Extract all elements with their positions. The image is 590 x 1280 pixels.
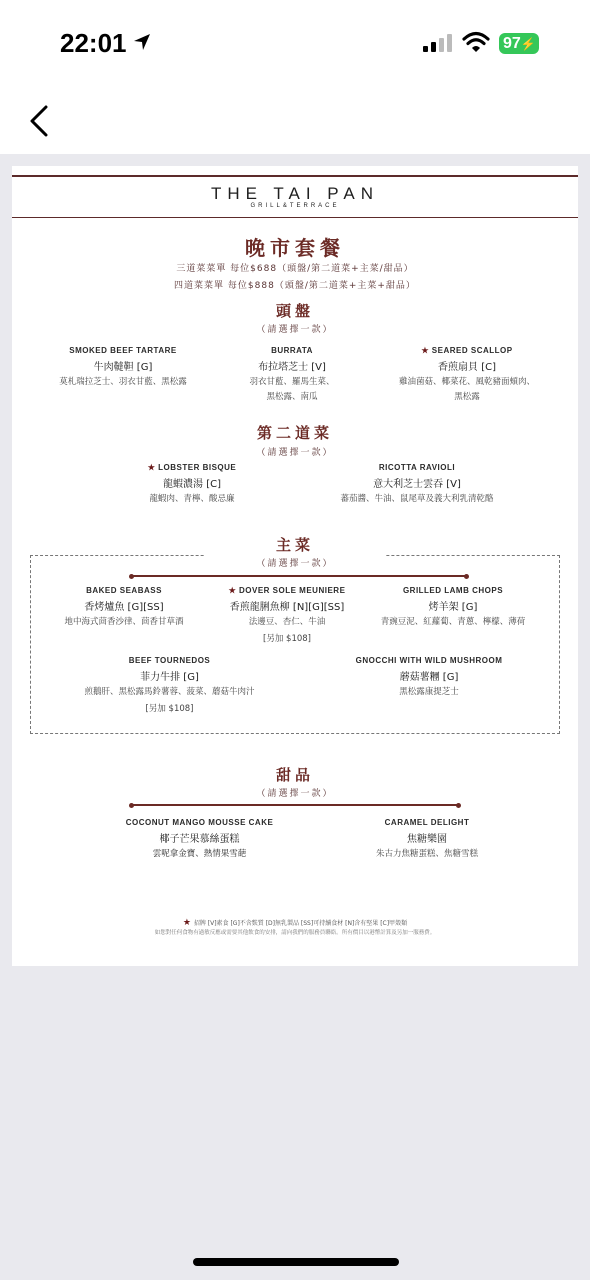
item-desc: 煎鵝肝、黑松露馬鈴薯蓉、菠菜、蘑菇牛肉汁 <box>84 687 255 697</box>
item-desc: 龍蝦肉、青檸、酸忌廉 <box>149 494 235 504</box>
item-supplement: [另加 $108] <box>263 634 311 644</box>
menu-item-main <box>72 656 267 717</box>
header-rule <box>12 217 578 218</box>
item-cn-name: 菲力牛排 [G] <box>140 672 199 683</box>
item-desc: 青豌豆泥、紅蘿蔔、青蔥、檸檬、薄荷 <box>380 617 526 627</box>
menu-item-second <box>322 463 512 507</box>
menu-item-second <box>112 463 272 507</box>
menu-item-main <box>368 586 538 630</box>
item-desc: 黑松露 <box>454 392 480 402</box>
item-cn-name: 龍蝦濃湯 [C] <box>163 479 221 490</box>
top-rule <box>12 175 578 177</box>
star-icon: ★ <box>147 463 159 472</box>
item-cn-name: 香烤爐魚 [G][SS] <box>84 602 164 613</box>
item-desc: 莫札瑞拉芝士、羽衣甘藍、黑松露 <box>59 377 187 387</box>
item-desc: 朱古力焦糖蛋糕、焦糖雪糕 <box>375 849 478 859</box>
back-chevron-icon[interactable] <box>28 104 50 138</box>
item-desc: 黑松露、南瓜 <box>266 392 318 402</box>
item-en-name: BURRATA <box>271 346 313 355</box>
choose-note: （請選擇一款） <box>256 559 334 569</box>
menu-item-dessert <box>352 818 502 862</box>
item-desc: 地中海式茴香沙律、茴香甘草酒 <box>64 617 184 627</box>
star-icon: ★ <box>421 346 432 355</box>
star-icon: ★ <box>182 918 194 928</box>
mains-divider <box>132 575 466 577</box>
item-supplement: [另加 $108] <box>145 704 194 714</box>
item-en-name: SEARED SCALLOP <box>431 346 513 355</box>
item-desc: 蕃茄醬、牛油、鼠尾草及義大利乳清乾酪 <box>340 494 494 504</box>
choose-note: （請選擇一款） <box>256 448 334 458</box>
menu-item-starter <box>218 346 366 405</box>
item-en-name: BAKED SEABASS <box>86 586 162 595</box>
menu-item-starter <box>382 346 552 405</box>
item-en-name: DOVER SOLE MEUNIERE <box>239 586 346 595</box>
nav-bar <box>0 90 590 154</box>
item-cn-name: 牛肉韃靼 [G] <box>93 362 153 373</box>
price-four-course: 四道菜菜單 每位$888（頭盤/第二道菜+主菜+甜品） <box>174 281 416 291</box>
item-desc: 雲呢拿金寶、熱情果雪葩 <box>152 849 247 859</box>
divider-dot <box>464 574 469 579</box>
menu-item-starter <box>48 346 198 390</box>
brand-subtitle: GRILL&TERRACE <box>250 203 340 209</box>
signal-icon <box>423 34 453 52</box>
price-three-course: 三道菜菜單 每位$688（頭盤/第二道菜+主菜/甜品） <box>176 264 414 274</box>
legend-text: 招牌 [V]素食 [G]不含麩質 [D]無乳製品 [SS]可持續食材 [N]含有堅果 [C]甲殼類 <box>193 920 408 927</box>
item-en-name: CARAMEL DELIGHT <box>384 818 470 827</box>
item-en-name: RICOTTA RAVIOLI <box>378 463 456 472</box>
item-cn-name: 椰子芒果慕絲蛋糕 <box>159 834 240 845</box>
item-cn-name: 焦糖樂園 <box>407 834 447 845</box>
menu-item-main <box>54 586 194 630</box>
item-en-name: BEEF TOURNEDOS <box>128 656 211 665</box>
desserts-divider <box>132 804 458 806</box>
home-indicator[interactable] <box>193 1258 399 1266</box>
allergy-note: 如您對任何食物有過敏反應或需要其他飲食的安排，請向我們的服務員聯絡。所有價目以港幣計算及另加一服務費。 <box>154 930 436 936</box>
menu-item-dessert <box>112 818 287 862</box>
item-cn-name: 香煎扇貝 [C] <box>438 362 496 373</box>
item-cn-name: 布拉塔芝士 [V] <box>258 362 326 373</box>
legend <box>12 918 578 928</box>
section-heading-starters: 頭盤 <box>275 302 314 320</box>
divider-dot <box>456 803 461 808</box>
brand-name: THE TAI PAN <box>210 184 380 203</box>
battery-level: 97 <box>503 35 521 52</box>
item-desc: 雞油菌菇、椰菜花、風乾豬面頰肉、 <box>398 377 535 387</box>
item-en-name: SMOKED BEEF TARTARE <box>69 346 177 355</box>
section-heading-mains: 主菜 <box>275 536 314 554</box>
menu-title: 晚市套餐 <box>245 236 345 260</box>
section-heading-second: 第二道菜 <box>256 424 333 442</box>
location-arrow-icon <box>132 32 152 52</box>
section-heading-desserts: 甜品 <box>275 766 314 784</box>
choose-note: （請選擇一款） <box>256 789 334 799</box>
item-desc: 羽衣甘藍、羅馬生菜、 <box>249 377 335 387</box>
star-icon: ★ <box>228 586 239 595</box>
menu-page <box>12 166 578 966</box>
item-en-name: LOBSTER BISQUE <box>158 463 237 472</box>
item-cn-name: 烤羊架 [G] <box>428 602 478 613</box>
status-bar <box>0 0 590 90</box>
choose-note: （請選擇一款） <box>256 325 334 335</box>
item-desc: 法邊豆、杏仁、牛油 <box>248 617 326 627</box>
item-desc: 黑松露康提芝士 <box>399 687 459 697</box>
wifi-icon <box>462 31 490 53</box>
item-cn-name: 蘑菇薯糰 [G] <box>399 672 459 683</box>
menu-item-main <box>334 656 524 700</box>
item-en-name: GNOCCHI WITH WILD MUSHROOM <box>355 656 503 665</box>
item-cn-name: 意大利芝士雲吞 [V] <box>373 479 461 490</box>
status-time: 22:01 <box>60 28 127 58</box>
item-en-name: GRILLED LAMB CHOPS <box>402 586 504 595</box>
menu-item-main <box>212 586 362 647</box>
item-en-name: COCONUT MANGO MOUSSE CAKE <box>125 818 274 827</box>
battery-icon: 97⚡ <box>499 33 539 54</box>
item-cn-name: 香煎龍脷魚柳 [N][G][SS] <box>229 602 345 613</box>
